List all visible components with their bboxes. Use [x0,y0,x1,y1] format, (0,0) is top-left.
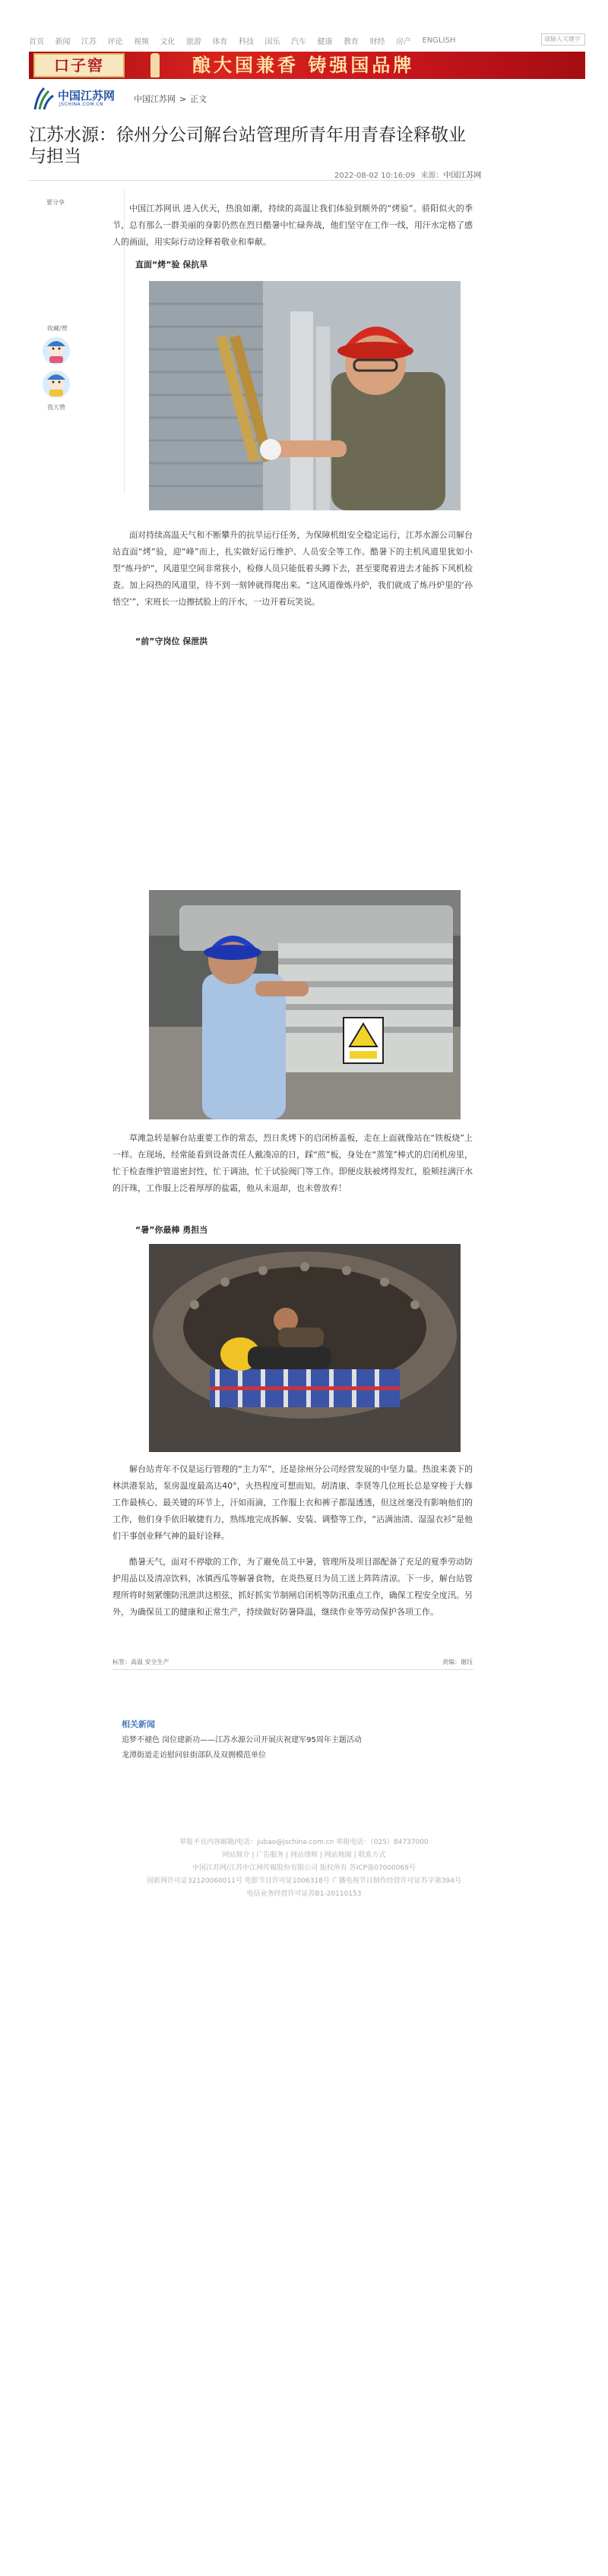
article-datetime: 2022-08-02 10:16:09 [334,172,416,180]
top-nav [29,33,584,47]
nav-item-edu[interactable]: 教育 [344,37,359,46]
section-heading-2: “前”守岗位 保泄洪 [135,636,208,646]
share-column [29,190,112,494]
search-input[interactable]: 请输入关键字 [541,33,585,46]
article-paragraph-4: 解台站青年不仅是运行管理的“主力军”，还是徐州分公司经营发展的中坚力量。热浪来袭下的林洪港泵站，泵房温度最高达40°，火热程度可想而知。胡清康、李贤等几位班长总是穿梭于大修工作最核心、最关键的环节上，汗如雨滴，工作服上衣和裤子都湿透透，但这丝毫没有影响他们的工作，他们身手依旧敏捷有力，熟练地完成拆解、安装、调整等工作，“沾满油渍、湿湿衣衫”是他们干事创业释气神的最好诠释。 [112,1464,473,1541]
title-divider [29,180,474,181]
footer-copyright-line: 中国江苏网/江苏中江网传媒股份有限公司 版权所有 苏ICP备07000069号 [192,1864,416,1872]
nav-item-jiangsu[interactable]: 江苏 [81,37,97,46]
nav-item-house[interactable]: 房产 [396,37,411,46]
article-paragraph-2: 面对持续高温天气和不断攀升的抗旱运行任务，为保障机组安全稳定运行，江苏水源公司解台站直面“烤”验，迎“峰”而上，扎实做好运行维护、人员安全等工作。酷暑下的主机风道里犹如小型“炼丹炉”，风道里空间非常狭小，检修人员只能低着头蹲下去，甚至要爬着进去才能拆下风机检查。加上闷热的风道里，待不到一刻钟就得爬出来。“这风道像炼丹炉，我们就成了炼丹炉里的‘孙悟空’”，宋班长一边擦拭脸上的汗水，一边开着玩笑说。 [112,530,473,607]
footer-license-line: 国新网许可证32120060011号 电影节目许可证1006318号 广播电视节目制作经营许可证苏字第394号 [147,1877,461,1885]
bottle-icon [150,53,160,77]
related-news-item[interactable]: 龙潭街道走访慰问驻街部队及双拥模范单位 [122,1751,266,1760]
nav-item-health[interactable]: 健康 [317,37,333,46]
footer-telecom-line: 电信业务经营许可证苏B1-20110153 [246,1890,362,1898]
like-label[interactable]: 我大赞 [47,404,65,411]
nav-item-finance[interactable]: 财经 [369,37,385,46]
nav-item-sports[interactable]: 体育 [212,37,228,46]
photo-worker-at-gate-machinery [149,890,461,1119]
article-editor: 谢珏 [461,1659,473,1665]
section-heading-3: “暑”你最棒 勇担当 [135,1225,208,1235]
banner-ad[interactable] [29,52,585,79]
share-label[interactable]: 要分享 [46,199,65,206]
banner-brand-text: 口子窖 [54,56,104,74]
site-logo-domain: JSCHINA.COM.CN [59,102,104,107]
breadcrumb-sep: > [179,94,187,104]
site-footer [0,1836,608,1901]
nav-item-travel[interactable]: 旅游 [186,37,201,46]
article-source-label: 来源： [420,172,444,180]
section-heading-1: 直面“烤”验 保抗旱 [135,260,208,270]
nav-item-auto[interactable]: 汽车 [291,37,306,46]
breadcrumb-home[interactable]: 中国江苏网 [134,94,176,104]
photo-workers-inside-pump [149,1244,461,1452]
related-news-item[interactable]: 追梦不褪色 岗位建新功——江苏水源公司开展庆祝建军95周年主题活动 [122,1736,362,1744]
mascot-like-icon[interactable] [41,369,71,399]
site-logo-icon [32,87,55,111]
article-editor-label: 责编： [442,1659,461,1665]
article-tags[interactable]: 高温 安全生产 [131,1659,169,1665]
article-paragraph-1: 中国江苏网讯 进入伏天，热浪如潮，持续的高温让我们体验到额外的“烤验”。骄阳似火的季节，总有那么一群美丽的身影仍然在烈日酷暑中忙碌奔战，他们坚守在工作一线，用汗水定格了感人的画面，用实际行动诠释着敬业和奉献。 [112,204,473,247]
nav-item-home[interactable]: 首页 [29,37,44,46]
nav-item-news[interactable]: 新闻 [55,37,71,46]
nav-item-english[interactable]: ENGLISH [422,36,456,45]
banner-slogan: 酿大国兼香 铸强国品牌 [192,54,415,76]
mascot-avatar-icon[interactable] [41,336,71,366]
article-footer-meta [112,1658,473,1668]
nav-item-culture[interactable]: 文化 [160,37,176,46]
photo-worker-in-air-duct [149,281,461,510]
favorite-label[interactable]: 收藏/赞 [47,325,68,332]
banner-brand-badge [33,53,125,77]
nav-item-video[interactable]: 视频 [134,37,149,46]
article-paragraph-5: 酷暑天气，面对不停歇的工作，为了避免员工中暑，管理所及项目部配备了充足的夏季劳动防护用品以及清凉饮料，冰镇西瓜等解暑食物，在炎热夏日为员工送上阵阵清凉。下一步，解台站管理所将时刻紧绷防汛泄洪这根弦，抓好抓实节制闸启闭机等防汛重点工作，确保工程安全度汛。另外，为确保员工的健康和正常生产，持续做好防暑降温，继续作业等劳动保护各项工作。 [112,1557,473,1617]
breadcrumb-current: 正文 [190,94,207,104]
article-tag-label: 标签： [112,1659,131,1665]
related-news-title: 相关新闻 [122,1719,155,1729]
site-logo[interactable] [32,85,122,112]
page-title: 江苏水源：徐州分公司解台站管理所青年用青春诠释敬业与担当 [29,125,466,166]
nav-item-tech[interactable]: 科技 [239,37,254,46]
article-meta [331,169,481,180]
footer-report-line: 举报不良内容邮箱/电话：jubao@jschina.com.cn 举报电话：（025）84737000 [179,1839,429,1846]
nav-item-comment[interactable]: 评论 [107,37,123,46]
site-logo-name: 中国江苏网 [58,89,116,103]
related-news-list [122,1733,456,1763]
article-footer-divider [112,1669,473,1670]
footer-links-line[interactable]: 网站简介 | 广告服务 | 网站律师 | 网站地图 | 联系方式 [222,1852,386,1859]
nav-item-music[interactable]: 国乐 [264,37,280,46]
article-source: 中国江苏网 [443,172,482,180]
article-paragraph-3: 草滩急转是解台站重要工作的常态，烈日炙烤下的启闭桥盖板，走在上面就像站在“铁板烧”上一样。在现场，经常能看到设备责任人戴凑凉的日，踩“煎”板，身处在“蒸笼”棒式的启闭机房里，忙于检查维护管道密封性，忙于调油，忙于试验阀门等工作。即便皮肤被烤得发红，脸颊挂满汗水的汗珠，工作服上泛着厚厚的盐霜，他从未退却，也未曾放弃！ [112,1133,473,1193]
breadcrumb [134,93,211,105]
